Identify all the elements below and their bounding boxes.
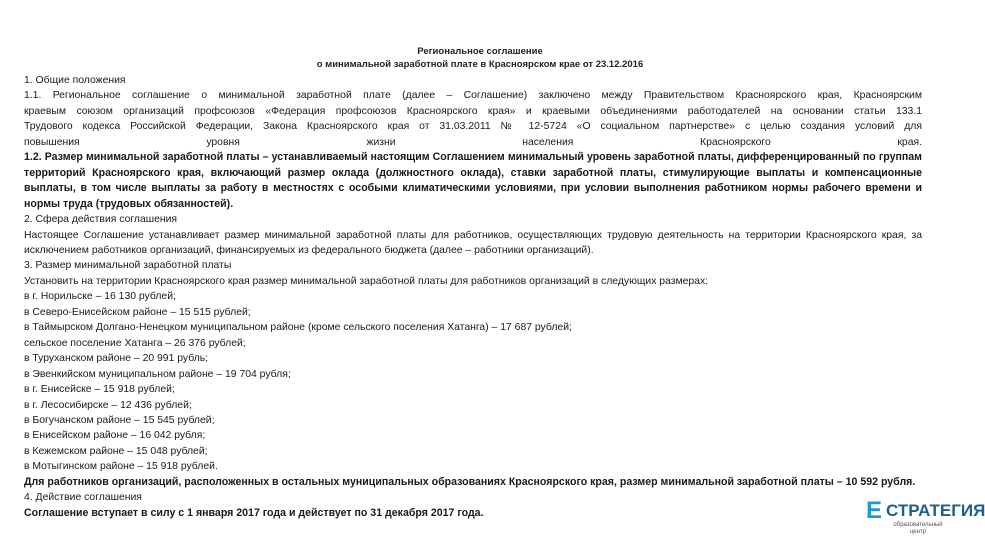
paragraph-1-2: 1.2. Размер минимальной заработной платы – устанавливаемый настоящим Соглашением минимальный уровень заработной платы, дифференцированный по группам территорий Красноярского края, включающий размер оклада (должностного оклада), ставки заработной платы, стимулирующие выплаты и компенсационные выплаты, в том числе выплаты за работу в местностях с особыми климатическими условиями, при условии выполнения работником нормы рабочего времени и нормы труда (трудовых обязанностей). bbox=[24, 151, 922, 210]
territory-list bbox=[24, 289, 922, 474]
territory-item: в Эвенкийском муниципальном районе – 19 704 рубля; bbox=[24, 368, 291, 380]
section-4-heading: 4. Действие соглашения bbox=[24, 492, 142, 504]
paragraph-3-other: Для работников организаций, расположенных в остальных муниципальных образованиях Красноярского края, размер минимальной заработной платы – 10 592 рубля. bbox=[24, 475, 916, 488]
document-body bbox=[24, 73, 922, 524]
logo-wordmark: СТРАТЕГИЯ bbox=[886, 501, 985, 520]
territory-item: в Енисейском районе – 16 042 рубля; bbox=[24, 430, 206, 442]
territory-item: в г. Норильске – 16 130 рублей; bbox=[24, 291, 176, 303]
territory-item: в Богучанском районе – 15 545 рублей; bbox=[24, 414, 215, 426]
territory-item: в Туруханском районе – 20 991 рубль; bbox=[24, 353, 209, 365]
paragraph-1-1-line: повышения уровня жизни населения Красноярского края. bbox=[24, 136, 922, 148]
paragraph-2: Настоящее Соглашение устанавливает размер минимальной заработной платы для работников, осуществляющих трудовую деятельность на территории Красноярского края, за исключением работников организаций, финансируемых из федерального бюджета (далее – работники организаций). bbox=[24, 229, 922, 256]
territory-item: сельское поселение Хатанга – 26 376 рублей; bbox=[24, 337, 246, 349]
paragraph-3-intro: Установить на территории Красноярского края размер минимальной заработной платы для работников организаций в следующих размерах: bbox=[24, 275, 709, 287]
paragraph-1-1-line: краевым союзом организаций профсоюзов «Федерация профсоюзов Красноярского края» и краевыми объединениями работодателей на основании статьи 133.1 bbox=[24, 105, 922, 117]
territory-item: в Мотыгинском районе – 15 918 рублей. bbox=[24, 461, 218, 473]
section-1-heading: 1. Общие положения bbox=[24, 75, 126, 86]
paragraph-1-1 bbox=[24, 88, 922, 150]
logo-subtitle: образовательный центр bbox=[893, 522, 943, 535]
territory-item: в Северо-Енисейском районе – 15 515 рублей; bbox=[24, 306, 251, 318]
territory-item: в г. Лесосибирске – 12 436 рублей; bbox=[24, 399, 192, 411]
document-title bbox=[0, 45, 960, 71]
paragraph-4: Соглашение вступает в силу с 1 января 2017 года и действует по 31 декабря 2017 года. bbox=[24, 506, 484, 519]
strategy-logo bbox=[866, 497, 985, 537]
territory-item: в Кежемском районе – 15 048 рублей; bbox=[24, 445, 208, 457]
paragraph-1-1-line: 1.1. Региональное соглашение о минимальной заработной плате (далее – Соглашение) заключено между Правительством Красноярского края, Красноярским bbox=[24, 90, 922, 102]
logo-mark-icon: Е bbox=[866, 497, 881, 524]
section-3-heading: 3. Размер минимальной заработной платы bbox=[24, 260, 232, 272]
territory-item: в г. Енисейске – 15 918 рублей; bbox=[24, 384, 175, 396]
paragraph-1-1-line: Трудового кодекса Российской Федерации, Закона Красноярского края от 31.03.2011 № 12-5724 «О социальном партнерстве» с целью создания условий для bbox=[24, 121, 922, 133]
title-line-2: о минимальной заработной плате в Красноярском крае от 23.12.2016 bbox=[316, 59, 644, 70]
section-2-heading: 2. Сфера действия соглашения bbox=[24, 214, 178, 226]
title-line-1: Региональное соглашение bbox=[417, 46, 543, 57]
territory-item: в Таймырском Долгано-Ненецком муниципальном районе (кроме сельского поселения Хатанга) – 17 687 рублей; bbox=[24, 322, 572, 334]
